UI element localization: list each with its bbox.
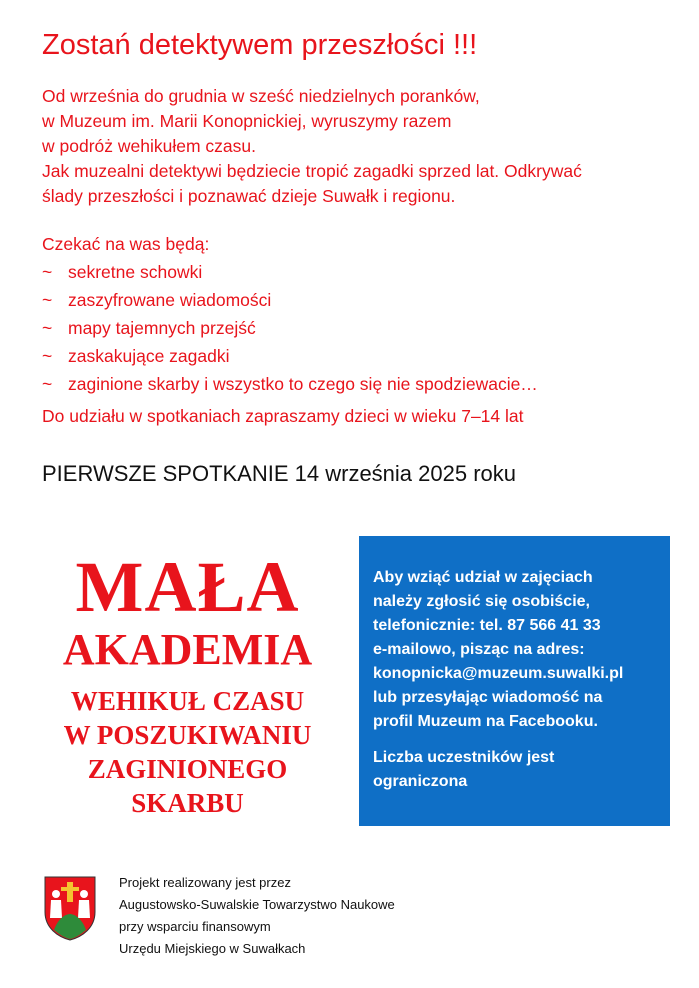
program-title-line1: MAŁA — [75, 547, 300, 627]
list-item — [42, 342, 672, 370]
info-line-phone: telefonicznie: tel. 87 566 41 33 — [373, 617, 601, 634]
credit-line: Augustowsko-Suwalskie Towarzystwo Naukowe — [119, 897, 395, 912]
list-item-text: zaginione skarby i wszystko to czego się nie spodziewacie… — [68, 374, 538, 394]
list-item-text: zaszyfrowane wiadomości — [68, 290, 272, 310]
program-title-line2: AKADEMIA — [62, 625, 313, 674]
program-subtitle-line: ZAGINIONEGO — [87, 754, 288, 784]
tilde-bullet-icon: ~ — [42, 262, 53, 282]
program-subtitle-line: W POSZUKIWANIU — [63, 720, 312, 750]
intro-line: w Muzeum im. Marii Konopnickiej, wyruszymy razem — [42, 111, 452, 131]
list-item — [42, 314, 672, 342]
age-note: Do udziału w spotkaniach zapraszamy dzieci w wieku 7–14 lat — [42, 406, 524, 426]
credit-line: Urzędu Miejskiego w Suwałkach — [119, 941, 306, 956]
attractions-heading: Czekać na was będą: — [42, 234, 210, 254]
intro-paragraph — [42, 84, 672, 209]
list-item — [42, 370, 672, 398]
tilde-bullet-icon: ~ — [42, 318, 53, 338]
list-item-text: zaskakujące zagadki — [68, 346, 230, 366]
credit-line: Projekt realizowany jest przez — [119, 875, 291, 890]
program-title-block — [30, 548, 345, 820]
limit-line: ograniczona — [373, 773, 468, 790]
intro-line: Jak muzealni detektywi będziecie tropić zagadki sprzed lat. Odkrywać — [42, 161, 582, 181]
tilde-bullet-icon: ~ — [42, 290, 53, 310]
suwalki-coat-of-arms-icon — [42, 874, 98, 942]
limit-line: Liczba uczestników jest — [373, 749, 555, 766]
list-item — [42, 286, 672, 314]
program-subtitle-line: WEHIKUŁ CZASU — [70, 686, 305, 716]
project-credit — [119, 872, 395, 960]
info-line: Aby wziąć udział w zajęciach — [373, 569, 593, 586]
info-line: należy zgłosić się osobiście, — [373, 593, 590, 610]
info-line-email: konopnicka@muzeum.suwalki.pl — [373, 665, 624, 682]
page-title: Zostań detektywem przeszłości !!! — [42, 29, 478, 61]
first-meeting-date: PIERWSZE SPOTKANIE 14 września 2025 roku — [42, 461, 516, 486]
credit-line: przy wsparciu finansowym — [119, 919, 271, 934]
list-item-text: sekretne schowki — [68, 262, 203, 282]
tilde-bullet-icon: ~ — [42, 374, 53, 394]
registration-info-box — [359, 536, 670, 826]
tilde-bullet-icon: ~ — [42, 346, 53, 366]
attractions-list — [42, 230, 672, 398]
info-line: profil Muzeum na Facebooku. — [373, 713, 598, 730]
intro-line: w podróż wehikułem czasu. — [42, 136, 256, 156]
intro-line: Od września do grudnia w sześć niedzielnych poranków, — [42, 86, 480, 106]
info-line: lub przesyłając wiadomość na — [373, 689, 603, 706]
list-item — [42, 258, 672, 286]
intro-line: ślady przeszłości i poznawać dzieje Suwałk i regionu. — [42, 186, 456, 206]
list-item-text: mapy tajemnych przejść — [68, 318, 256, 338]
program-subtitle-line: SKARBU — [131, 788, 244, 818]
info-line: e-mailowo, pisząc na adres: — [373, 641, 585, 658]
